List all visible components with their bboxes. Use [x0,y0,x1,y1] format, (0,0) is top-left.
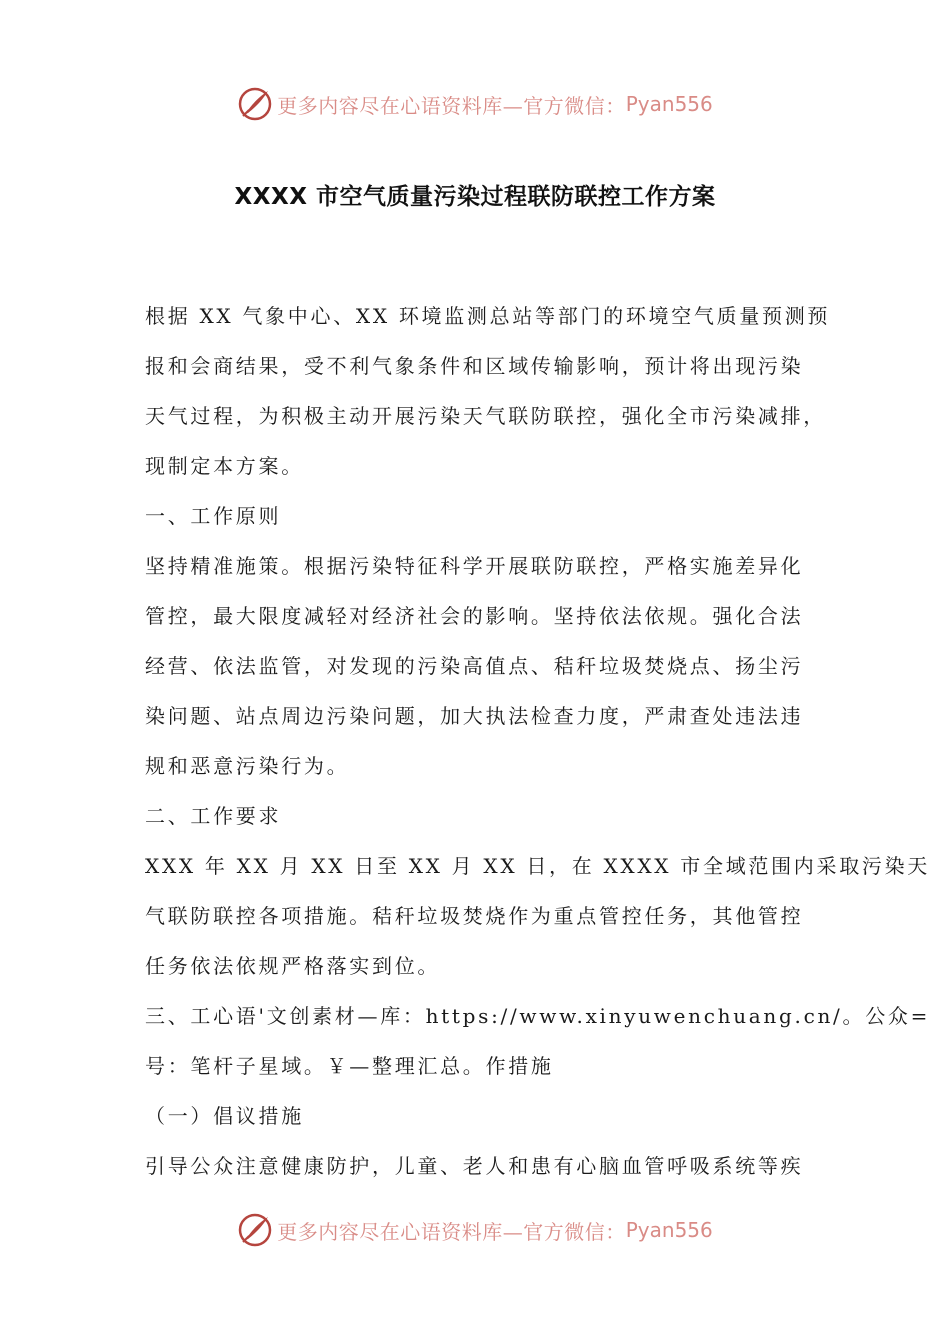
body-line: 根据 XX 气象中心、XX 环境监测总站等部门的环境空气质量预测预 [145,304,831,328]
body-line: 报和会商结果，受不利气象条件和区域传输影响，预计将出现污染 [145,354,804,378]
document-body [145,297,931,1197]
watermark-footer [0,1210,950,1250]
body-line: 任务依法依规严格落实到位。 [145,954,441,978]
watermark-text: 更多内容尽在心语资料库—官方微信： [277,1219,626,1244]
watermark-text: 更多内容尽在心语资料库—官方微信： [277,93,626,118]
body-line: 经营、依法监管，对发现的污染高值点、秸秆垃圾焚烧点、扬尘污 [145,654,804,678]
watermark-header [0,84,950,124]
section-heading: 二、工作要求 [145,804,282,828]
body-line: XXX 年 XX 月 XX 日至 XX 月 XX 日，在 XXXX 市全域范围内采取污染天 [145,854,931,878]
section-heading: 一、工作原则 [145,504,282,528]
quill-logo-icon [237,1212,273,1248]
body-line: 号：笔杆子星域。￥—整理汇总。作措施 [145,1054,554,1078]
body-line: 管控，最大限度减轻对经济社会的影响。坚持依法依规。强化合法 [145,604,804,628]
section-heading: 三、工心语'文创素材—库：https://www.xinyuwenchuang.cn/。公众= [145,1004,931,1028]
body-line: 坚持精准施策。根据污染特征科学开展联防联控，严格实施差异化 [145,554,804,578]
subsection-heading: （一）倡议措施 [145,1104,304,1128]
document-title: XXXX 市空气质量污染过程联防联控工作方案 [234,184,716,210]
body-line: 天气过程，为积极主动开展污染天气联防联控，强化全市污染减排， [145,404,826,428]
watermark-wechat-id: Pyan556 [625,92,713,116]
body-line: 现制定本方案。 [145,454,304,478]
body-line: 引导公众注意健康防护，儿童、老人和患有心脑血管呼吸系统等疾 [145,1154,804,1178]
body-line: 染问题、站点周边污染问题，加大执法检查力度，严肃查处违法违 [145,704,804,728]
body-line: 规和恶意污染行为。 [145,754,350,778]
quill-logo-icon [237,86,273,122]
watermark-wechat-id: Pyan556 [625,1218,713,1242]
body-line: 气联防联控各项措施。秸秆垃圾焚烧作为重点管控任务，其他管控 [145,904,804,928]
